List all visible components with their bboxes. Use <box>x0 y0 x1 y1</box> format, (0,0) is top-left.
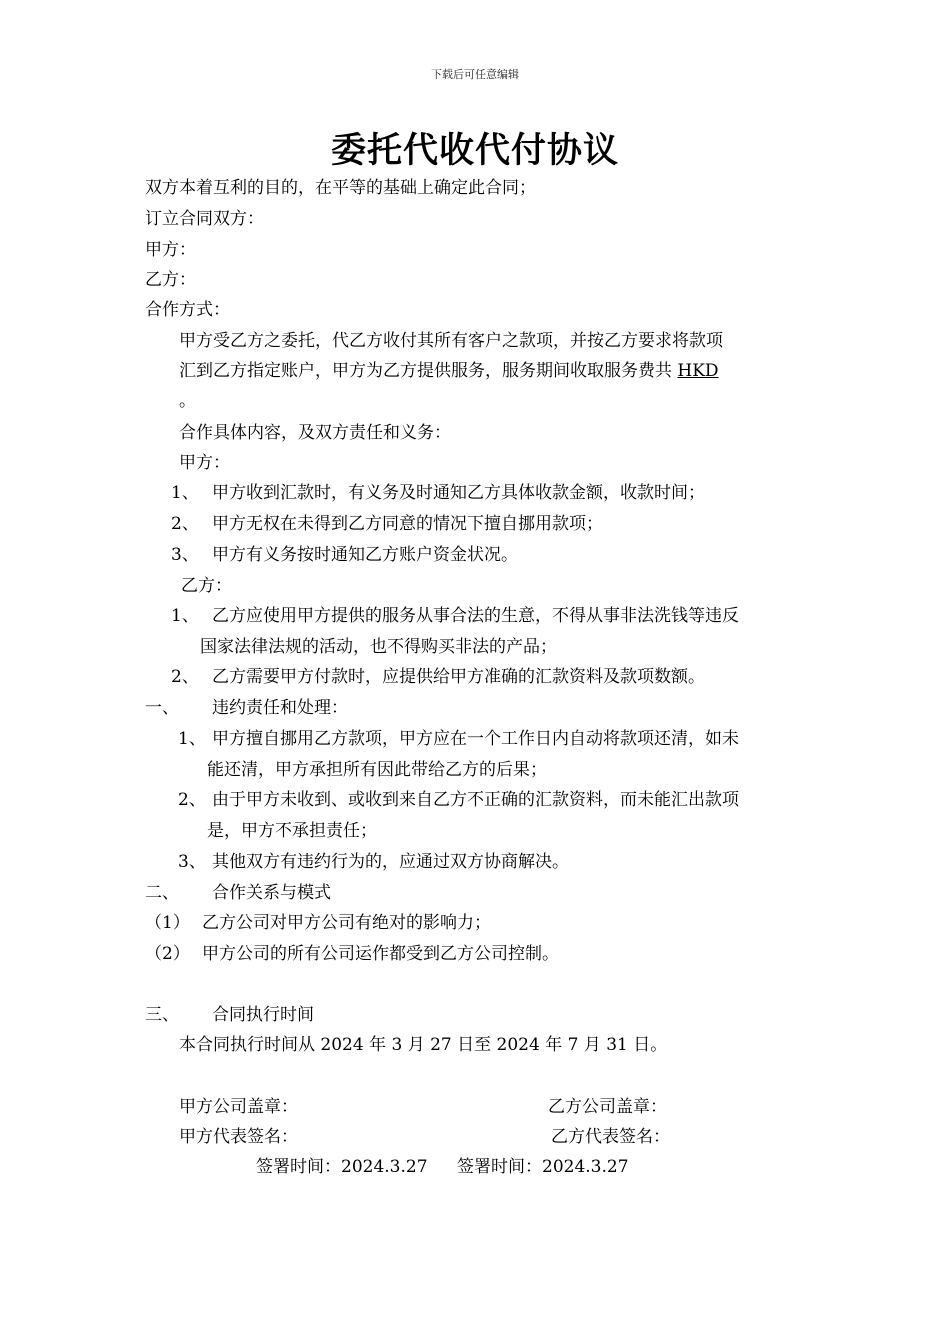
relationship-item-num: （2） <box>145 944 190 964</box>
party-a-rep-label: 甲方代表签名： <box>179 1127 298 1147</box>
party-b-item-text: 乙方需要甲方付款时，应提供给甲方准确的汇款资料及款项数额。 <box>212 667 705 687</box>
party-a-item-text: 甲方收到汇款时，有义务及时通知乙方具体收款金额，收款时间； <box>212 483 705 503</box>
currency-hkd: HKD <box>677 361 719 381</box>
section-2-number: 二、 <box>145 883 179 903</box>
party-a-item-text: 甲方有义务按时通知乙方账户资金状况。 <box>212 545 518 565</box>
party-a-item-num: 1、 <box>171 483 199 503</box>
breach-item-num: 3、 <box>178 852 206 872</box>
execution-period: 本合同执行时间从 2024 年 3 月 27 日至 2024 年 7 月 31 日。 <box>179 1035 668 1055</box>
party-a-sign-date: 签署时间：2024.3.27 <box>256 1157 428 1177</box>
parties-label: 订立合同双方： <box>145 209 264 229</box>
party-a-item-num: 2、 <box>171 514 199 534</box>
section-3-heading: 合同执行时间 <box>212 1005 314 1025</box>
breach-item-continuation: 是，甲方不承担责任； <box>207 821 377 841</box>
relationship-item-num: （1） <box>145 913 190 933</box>
party-a-item-text: 甲方无权在未得到乙方同意的情况下擅自挪用款项； <box>212 514 603 534</box>
document-title: 委托代收代付协议 <box>330 130 619 171</box>
section-1-number: 一、 <box>145 698 179 718</box>
cooperation-line-2 <box>179 360 719 382</box>
section-1-heading: 违约责任和处理： <box>212 698 348 718</box>
section-2-heading: 合作关系与模式 <box>212 883 331 903</box>
breach-item-text: 甲方擅自挪用乙方款项，甲方应在一个工作日内自动将款项还清，如未 <box>212 729 739 749</box>
breach-item-continuation: 能还清，甲方承担所有因此带给乙方的后果； <box>207 760 547 780</box>
breach-item-text: 其他双方有违约行为的，应通过双方协商解决。 <box>212 852 569 872</box>
party-a-seal-label: 甲方公司盖章： <box>179 1097 298 1117</box>
party-b-item-continuation: 国家法律法规的活动，也不得购买非法的产品； <box>200 637 557 657</box>
party-b-seal-label: 乙方公司盖章： <box>548 1097 667 1117</box>
page-header-note: 下载后可任意编辑 <box>431 68 519 81</box>
breach-item-num: 1、 <box>178 729 206 749</box>
party-b-item-num: 1、 <box>171 606 199 626</box>
party-b-item-num: 2、 <box>171 667 199 687</box>
cooperation-line-2-text: 汇到乙方指定账户，甲方为乙方提供服务，服务期间收取服务费共 <box>179 361 678 381</box>
party-b-item-text: 乙方应使用甲方提供的服务从事合法的生意，不得从事非法洗钱等违反 <box>212 606 739 626</box>
section-3-number: 三、 <box>145 1005 179 1025</box>
party-b-line: 乙方： <box>145 270 196 290</box>
breach-item-text: 由于甲方未收到、或收到来自乙方不正确的汇款资料，而未能汇出款项 <box>212 790 739 810</box>
relationship-item-text: 乙方公司对甲方公司有绝对的影响力； <box>202 913 491 933</box>
cooperation-line-1: 甲方受乙方之委托，代乙方收付其所有客户之款项，并按乙方要求将款项 <box>179 331 723 351</box>
breach-item-num: 2、 <box>178 790 206 810</box>
relationship-item-text: 甲方公司的所有公司运作都受到乙方公司控制。 <box>202 944 559 964</box>
party-a-line: 甲方： <box>145 240 196 260</box>
party-b-duties-label: 乙方： <box>181 576 232 596</box>
cooperation-line-3: 。 <box>179 391 196 411</box>
party-b-rep-label: 乙方代表签名： <box>551 1127 670 1147</box>
intro-basis: 双方本着互利的目的，在平等的基础上确定此合同； <box>145 178 536 198</box>
party-a-item-num: 3、 <box>171 545 199 565</box>
content-label: 合作具体内容，及双方责任和义务： <box>179 423 451 443</box>
party-b-sign-date: 签署时间：2024.3.27 <box>457 1157 629 1177</box>
cooperation-label: 合作方式： <box>145 300 230 320</box>
party-a-duties-label: 甲方： <box>179 453 230 473</box>
